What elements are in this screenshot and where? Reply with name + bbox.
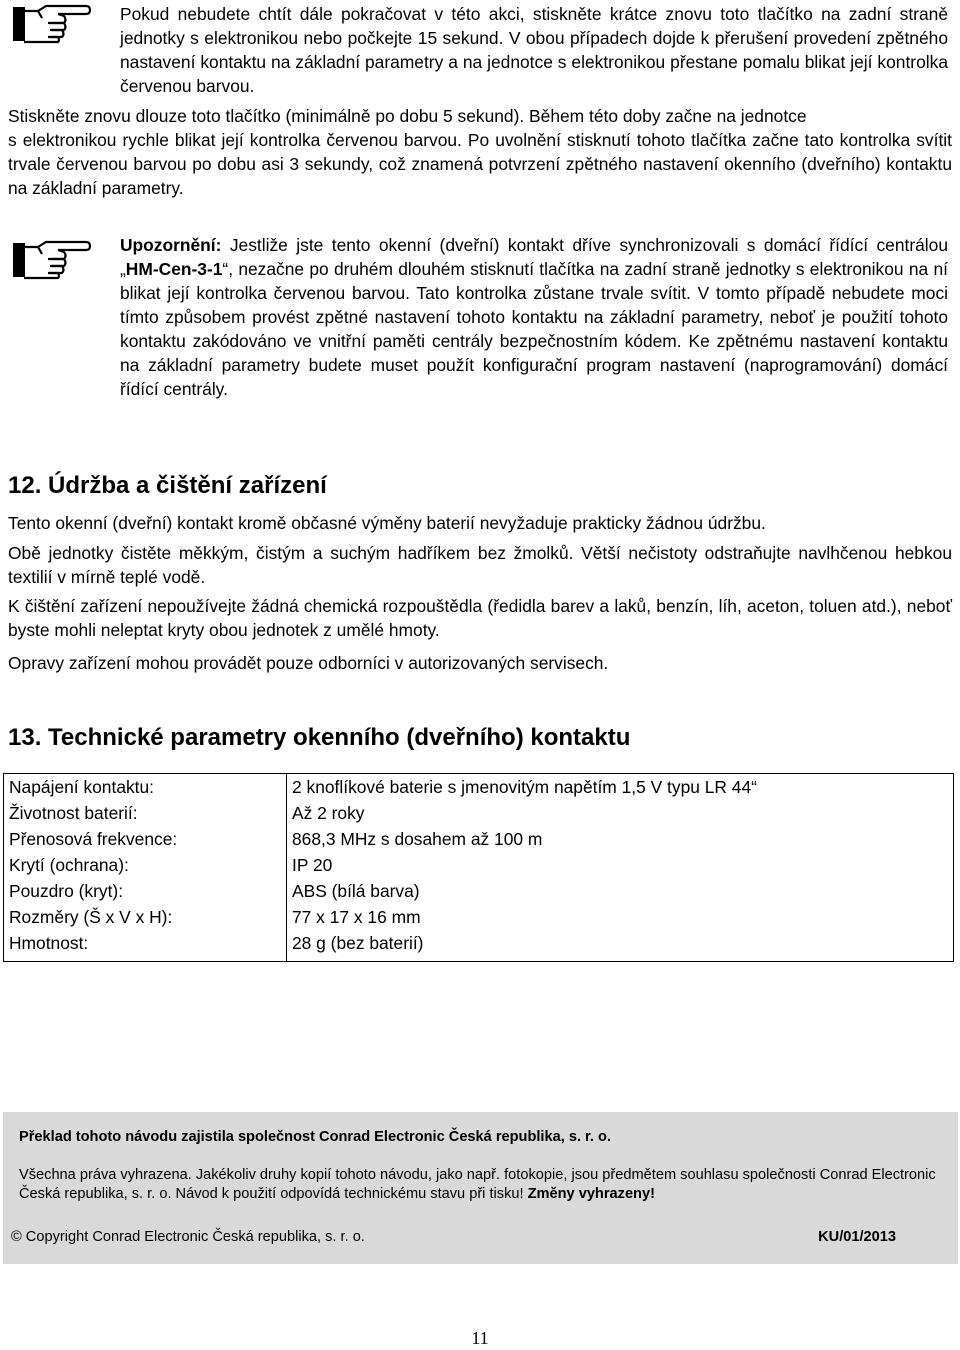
intro-paragraph-1 xyxy=(120,2,948,98)
warning-text-after: “, nezačne po druhém dlouhém stisknutí tlačítka na zadní straně jednotky s elektronikou na ní blikat její kontrolka červenou barvou. Tato kontrolka zůstane trvale svítit. V tomto případě nebudete moci tímto způsobem provést zpětné nastavení tohoto kontaktu na základní parametry, neboť je použití tohoto kontaktu zakódováno ve vnitřní paměti centrály bezpečnostním kódem. Ke zpětnému nastavení kontaktu na základní parametry budete muset použít konfigurační program nastavení (naprogramování) domácí řídící centrály. xyxy=(120,259,948,399)
spec-value: 28 g (bez baterií) xyxy=(292,933,424,953)
maintenance-paragraph-2 xyxy=(8,541,952,589)
spec-label: Napájení kontaktu: xyxy=(4,774,287,801)
table-row xyxy=(4,774,954,801)
pointing-hand-icon xyxy=(12,238,92,282)
table-row xyxy=(4,826,954,852)
maintenance-paragraph-4 xyxy=(8,651,952,675)
intro-paragraph-3 xyxy=(8,128,952,200)
warning-text xyxy=(120,233,948,401)
spec-table xyxy=(3,773,954,962)
spec-value: 77 x 17 x 16 mm xyxy=(292,907,421,927)
maintenance-paragraph-1 xyxy=(8,511,952,535)
maintenance-text-2: Obě jednotky čistěte měkkým, čistým a suchým hadříkem bez žmolků. Větší nečistoty odstraňujte navlhčenou hebkou textilií v mírně teplé vodě. xyxy=(8,543,952,587)
spec-label: Životnost baterií: xyxy=(4,800,287,826)
rights-notice xyxy=(19,1166,939,1204)
maintenance-paragraph-3 xyxy=(8,594,952,642)
model-name: HM-Cen-3-1 xyxy=(125,259,223,279)
footer-box xyxy=(3,1112,958,1264)
table-row xyxy=(4,904,954,930)
intro-paragraph-2 xyxy=(8,104,952,128)
table-row xyxy=(4,930,954,962)
document-code: KU/01/2013 xyxy=(818,1229,896,1245)
table-row xyxy=(4,878,954,904)
rights-text: Všechna práva vyhrazena. Jakékoliv druhy kopií tohoto návodu, jako např. fotokopie, jsou předmětem souhlasu společnosti Conrad Electronic Česká republika, s. r. o. Návod k použití odpovídá technickému stavu při tisku! xyxy=(19,1167,936,1202)
pointing-hand-icon xyxy=(12,2,92,46)
spec-label: Krytí (ochrana): xyxy=(4,852,287,878)
table-row xyxy=(4,800,954,826)
spec-value: 2 knoflíkové baterie s jmenovitým napětím 1,5 V typu LR 44“ xyxy=(292,777,757,797)
warning-note xyxy=(120,233,948,401)
spec-value: ABS (bílá barva) xyxy=(292,881,420,901)
spec-value: Až 2 roky xyxy=(292,803,365,823)
intro-text-1: Pokud nebudete chtít dále pokračovat v této akci, stiskněte krátce znovu toto tlačítko na zadní straně jednotky s elektronikou nebo počkejte 15 sekund. V obou případech dojde k přerušení provedení zpětného nastavení kontaktu na základní parametry a na jednotce s elektronikou přestane pomalu blikat její kontrolka červenou barvou. xyxy=(120,4,948,96)
spec-label: Pouzdro (kryt): xyxy=(4,878,287,904)
spec-value: 868,3 MHz s dosahem až 100 m xyxy=(292,829,543,849)
spec-label: Hmotnost: xyxy=(4,930,287,962)
section-12-title: 12. Údržba a čištění zařízení xyxy=(8,472,327,499)
spec-label: Přenosová frekvence: xyxy=(4,826,287,852)
section-13-title: 13. Technické parametry okenního (dveřního) kontaktu xyxy=(8,724,631,751)
copyright: © Copyright Conrad Electronic Česká republika, s. r. o. xyxy=(11,1229,365,1245)
spec-value: IP 20 xyxy=(292,855,333,875)
warning-text-before: Jestliže jste tento okenní (dveřní) kontakt dříve synchronizovali s domácí řídící centrálou „ xyxy=(120,235,948,279)
page-number: 11 xyxy=(471,1328,489,1348)
spec-label: Rozměry (Š x V x H): xyxy=(4,904,287,930)
table-row xyxy=(4,852,954,878)
maintenance-text-1: Tento okenní (dveřní) kontakt kromě občasné výměny baterií nevyžaduje prakticky žádnou údržbu. xyxy=(8,513,766,533)
warning-label: Upozornění: xyxy=(120,235,222,255)
intro-text-3: s elektronikou rychle blikat její kontrolka červenou barvou. Po uvolnění stisknutí tohoto tlačítka začne tato kontrolka svítit trvale červenou barvou po dobu asi 3 sekundy, což znamená potvrzení zpětného nastavení okenního (dveřního) kontaktu na základní parametry. xyxy=(8,130,952,198)
changes-reserved: Změny vyhrazeny! xyxy=(527,1186,655,1202)
intro-text-2: Stiskněte znovu dlouze toto tlačítko (minimálně po dobu 5 sekund). Během této doby začne na jednotce xyxy=(8,106,807,126)
maintenance-text-3: K čištění zařízení nepoužívejte žádná chemická rozpouštědla (ředidla barev a laků, benzín, líh, aceton, toluen atd.), neboť byste mohli neleptat kryty obou jednotek z umělé hmoty. xyxy=(8,596,952,640)
maintenance-text-4: Opravy zařízení mohou provádět pouze odborníci v autorizovaných servisech. xyxy=(8,653,609,673)
translation-notice: Překlad tohoto návodu zajistila společnost Conrad Electronic Česká republika, s. r. o. xyxy=(19,1129,612,1145)
